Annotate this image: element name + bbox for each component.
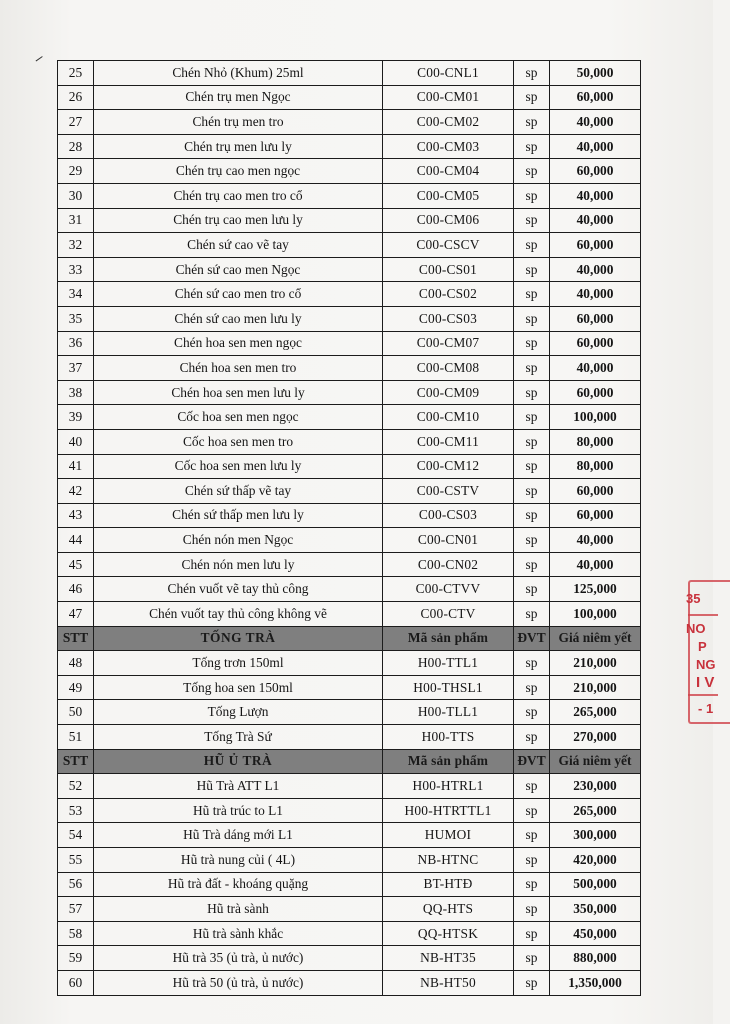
stt-cell: 60	[58, 970, 94, 995]
table-row	[58, 552, 641, 577]
stt-cell: 59	[58, 946, 94, 971]
stt-cell: 30	[58, 183, 94, 208]
list-price-cell: 500,000	[550, 872, 641, 897]
table-row	[58, 774, 641, 799]
unit-cell: sp	[514, 528, 550, 553]
unit-cell: sp	[514, 85, 550, 110]
table-row	[58, 602, 641, 627]
product-code-cell: C00-CS03	[383, 306, 514, 331]
table-row	[58, 233, 641, 258]
price-list-body	[58, 61, 641, 996]
product-code-cell: H00-THSL1	[383, 675, 514, 700]
section-list-price-cell: Giá niêm yết	[550, 749, 641, 774]
unit-cell: sp	[514, 110, 550, 135]
table-row	[58, 429, 641, 454]
stt-cell: 38	[58, 380, 94, 405]
list-price-cell: 80,000	[550, 429, 641, 454]
product-code-cell: NB-HTNC	[383, 848, 514, 873]
list-price-cell: 450,000	[550, 921, 641, 946]
product-name-cell: Cốc hoa sen men lưu ly	[94, 454, 383, 479]
stt-cell: 42	[58, 479, 94, 504]
price-list-table	[57, 60, 641, 996]
stamp-text-line: NO	[686, 621, 706, 636]
unit-cell: sp	[514, 651, 550, 676]
list-price-cell: 40,000	[550, 134, 641, 159]
unit-cell: sp	[514, 675, 550, 700]
list-price-cell: 125,000	[550, 577, 641, 602]
list-price-cell: 40,000	[550, 110, 641, 135]
table-row	[58, 85, 641, 110]
list-price-cell: 40,000	[550, 257, 641, 282]
product-name-cell: Cốc hoa sen men ngọc	[94, 405, 383, 430]
list-price-cell: 60,000	[550, 503, 641, 528]
unit-cell: sp	[514, 380, 550, 405]
table-row	[58, 921, 641, 946]
stt-cell: 27	[58, 110, 94, 135]
unit-cell: sp	[514, 479, 550, 504]
stt-cell: 47	[58, 602, 94, 627]
list-price-cell: 60,000	[550, 306, 641, 331]
table-row	[58, 159, 641, 184]
product-code-cell: BT-HTĐ	[383, 872, 514, 897]
list-price-cell: 40,000	[550, 282, 641, 307]
unit-cell: sp	[514, 872, 550, 897]
unit-cell: sp	[514, 208, 550, 233]
table-row	[58, 454, 641, 479]
product-code-cell: C00-CM04	[383, 159, 514, 184]
list-price-cell: 265,000	[550, 700, 641, 725]
stt-cell: 54	[58, 823, 94, 848]
margin-tick-mark	[36, 56, 45, 64]
table-row	[58, 380, 641, 405]
list-price-cell: 230,000	[550, 774, 641, 799]
product-code-cell: H00-TLL1	[383, 700, 514, 725]
stamp-text-line: I V	[696, 674, 715, 691]
stt-cell: 41	[58, 454, 94, 479]
unit-cell: sp	[514, 897, 550, 922]
product-code-cell: C00-CM01	[383, 85, 514, 110]
unit-cell: sp	[514, 946, 550, 971]
unit-cell: sp	[514, 331, 550, 356]
list-price-cell: 50,000	[550, 61, 641, 86]
stt-cell: 50	[58, 700, 94, 725]
stt-cell: 46	[58, 577, 94, 602]
stt-cell: 40	[58, 429, 94, 454]
table-row	[58, 61, 641, 86]
section-header-row	[58, 749, 641, 774]
product-name-cell: Chén vuốt vẽ tay thủ công	[94, 577, 383, 602]
unit-cell: sp	[514, 970, 550, 995]
product-code-cell: H00-TTL1	[383, 651, 514, 676]
table-row	[58, 970, 641, 995]
product-name-cell: Chén Nhỏ (Khum) 25ml	[94, 61, 383, 86]
unit-cell: sp	[514, 823, 550, 848]
product-name-cell: Chén sứ cao men Ngọc	[94, 257, 383, 282]
table-row	[58, 651, 641, 676]
product-name-cell: Chén trụ cao men ngọc	[94, 159, 383, 184]
product-code-cell: QQ-HTSK	[383, 921, 514, 946]
table-row	[58, 798, 641, 823]
unit-cell: sp	[514, 774, 550, 799]
product-code-cell: C00-CSCV	[383, 233, 514, 258]
unit-cell: sp	[514, 306, 550, 331]
product-name-cell: Chén nón men lưu ly	[94, 552, 383, 577]
product-name-cell: Tống Trà Sứ	[94, 725, 383, 750]
list-price-cell: 210,000	[550, 651, 641, 676]
product-code-cell: HUMOI	[383, 823, 514, 848]
table-row	[58, 503, 641, 528]
product-code-cell: C00-CSTV	[383, 479, 514, 504]
stt-cell: 57	[58, 897, 94, 922]
unit-cell: sp	[514, 356, 550, 381]
product-name-cell: Chén trụ men Ngọc	[94, 85, 383, 110]
unit-cell: sp	[514, 503, 550, 528]
unit-cell: sp	[514, 454, 550, 479]
stt-cell: 44	[58, 528, 94, 553]
unit-cell: sp	[514, 798, 550, 823]
stt-cell: 43	[58, 503, 94, 528]
product-code-cell: H00-TTS	[383, 725, 514, 750]
stt-cell: 45	[58, 552, 94, 577]
table-row	[58, 823, 641, 848]
product-code-cell: C00-CNL1	[383, 61, 514, 86]
stt-cell: 32	[58, 233, 94, 258]
list-price-cell: 60,000	[550, 233, 641, 258]
table-row	[58, 946, 641, 971]
table-row	[58, 479, 641, 504]
list-price-cell: 60,000	[550, 159, 641, 184]
product-code-cell: C00-CS02	[383, 282, 514, 307]
product-name-cell: Chén trụ men lưu ly	[94, 134, 383, 159]
unit-cell: sp	[514, 552, 550, 577]
product-name-cell: Chén hoa sen men ngọc	[94, 331, 383, 356]
stt-cell: 48	[58, 651, 94, 676]
product-name-cell: Chén hoa sen men lưu ly	[94, 380, 383, 405]
table-row	[58, 528, 641, 553]
stamp-rule	[688, 614, 718, 616]
unit-cell: sp	[514, 233, 550, 258]
list-price-cell: 80,000	[550, 454, 641, 479]
stt-cell: 34	[58, 282, 94, 307]
list-price-cell: 265,000	[550, 798, 641, 823]
section-unit-cell: ĐVT	[514, 626, 550, 651]
list-price-cell: 40,000	[550, 208, 641, 233]
unit-cell: sp	[514, 921, 550, 946]
table-row	[58, 257, 641, 282]
table-row	[58, 306, 641, 331]
product-code-cell: C00-CTVV	[383, 577, 514, 602]
table-row	[58, 848, 641, 873]
section-product-name-cell: TỐNG TRÀ	[94, 626, 383, 651]
product-code-cell: C00-CN01	[383, 528, 514, 553]
product-name-cell: Chén sứ cao vẽ tay	[94, 233, 383, 258]
product-name-cell: Chén sứ cao men tro cổ	[94, 282, 383, 307]
product-code-cell: C00-CM10	[383, 405, 514, 430]
stt-cell: 33	[58, 257, 94, 282]
table-row	[58, 110, 641, 135]
stt-cell: 29	[58, 159, 94, 184]
list-price-cell: 300,000	[550, 823, 641, 848]
section-unit-cell: ĐVT	[514, 749, 550, 774]
table-row	[58, 700, 641, 725]
product-code-cell: C00-CM07	[383, 331, 514, 356]
list-price-cell: 60,000	[550, 85, 641, 110]
product-name-cell: Hũ Trà ATT L1	[94, 774, 383, 799]
stamp-text-line: P	[698, 639, 707, 654]
product-name-cell: Chén sứ cao men lưu ly	[94, 306, 383, 331]
product-name-cell: Chén trụ cao men lưu ly	[94, 208, 383, 233]
table-row	[58, 897, 641, 922]
product-name-cell: Tống hoa sen 150ml	[94, 675, 383, 700]
list-price-cell: 40,000	[550, 552, 641, 577]
section-stt-cell: STT	[58, 749, 94, 774]
list-price-cell: 40,000	[550, 528, 641, 553]
product-name-cell: Chén sứ thấp men lưu ly	[94, 503, 383, 528]
product-name-cell: Hũ trà sành khắc	[94, 921, 383, 946]
product-code-cell: C00-CS03	[383, 503, 514, 528]
product-name-cell: Chén sứ thấp vẽ tay	[94, 479, 383, 504]
unit-cell: sp	[514, 848, 550, 873]
stt-cell: 39	[58, 405, 94, 430]
unit-cell: sp	[514, 134, 550, 159]
product-code-cell: C00-CM05	[383, 183, 514, 208]
list-price-cell: 100,000	[550, 602, 641, 627]
list-price-cell: 270,000	[550, 725, 641, 750]
product-name-cell: Hũ trà trúc to L1	[94, 798, 383, 823]
stamp-text-line: 35	[686, 591, 701, 606]
stt-cell: 37	[58, 356, 94, 381]
section-product-code-cell: Mã sản phẩm	[383, 749, 514, 774]
list-price-cell: 60,000	[550, 380, 641, 405]
product-code-cell: C00-CM09	[383, 380, 514, 405]
list-price-cell: 60,000	[550, 479, 641, 504]
table-row	[58, 208, 641, 233]
product-code-cell: NB-HT35	[383, 946, 514, 971]
product-code-cell: H00-HTRL1	[383, 774, 514, 799]
unit-cell: sp	[514, 429, 550, 454]
list-price-cell: 1,350,000	[550, 970, 641, 995]
stt-cell: 26	[58, 85, 94, 110]
product-name-cell: Tống Lượn	[94, 700, 383, 725]
product-name-cell: Chén trụ cao men tro cổ	[94, 183, 383, 208]
table-row	[58, 675, 641, 700]
stt-cell: 25	[58, 61, 94, 86]
product-name-cell: Hũ trà 50 (ủ trà, ủ nước)	[94, 970, 383, 995]
stt-cell: 51	[58, 725, 94, 750]
unit-cell: sp	[514, 282, 550, 307]
product-name-cell: Hũ Trà dáng mới L1	[94, 823, 383, 848]
list-price-cell: 40,000	[550, 356, 641, 381]
product-name-cell: Tống trơn 150ml	[94, 651, 383, 676]
stt-cell: 31	[58, 208, 94, 233]
product-name-cell: Cốc hoa sen men tro	[94, 429, 383, 454]
list-price-cell: 420,000	[550, 848, 641, 873]
section-product-code-cell: Mã sản phẩm	[383, 626, 514, 651]
unit-cell: sp	[514, 700, 550, 725]
unit-cell: sp	[514, 159, 550, 184]
list-price-cell: 880,000	[550, 946, 641, 971]
product-name-cell: Hũ trà sành	[94, 897, 383, 922]
table-row	[58, 356, 641, 381]
product-name-cell: Hũ trà nung củi ( 4L)	[94, 848, 383, 873]
unit-cell: sp	[514, 183, 550, 208]
list-price-cell: 60,000	[550, 331, 641, 356]
stt-cell: 36	[58, 331, 94, 356]
table-row	[58, 405, 641, 430]
product-code-cell: C00-CS01	[383, 257, 514, 282]
table-row	[58, 183, 641, 208]
list-price-cell: 210,000	[550, 675, 641, 700]
section-list-price-cell: Giá niêm yết	[550, 626, 641, 651]
section-stt-cell: STT	[58, 626, 94, 651]
stamp-rule	[688, 694, 718, 696]
stamp-text-line: NG	[696, 657, 716, 672]
product-name-cell: Chén trụ men tro	[94, 110, 383, 135]
table-row	[58, 577, 641, 602]
product-code-cell: C00-CM06	[383, 208, 514, 233]
stamp-text-line: - 1	[698, 701, 714, 716]
section-header-row	[58, 626, 641, 651]
unit-cell: sp	[514, 257, 550, 282]
stt-cell: 52	[58, 774, 94, 799]
section-product-name-cell: HŨ Ủ TRÀ	[94, 749, 383, 774]
product-name-cell: Chén vuốt tay thủ công không vẽ	[94, 602, 383, 627]
unit-cell: sp	[514, 725, 550, 750]
table-row	[58, 872, 641, 897]
product-name-cell: Chén nón men Ngọc	[94, 528, 383, 553]
product-code-cell: C00-CM03	[383, 134, 514, 159]
stt-cell: 53	[58, 798, 94, 823]
product-name-cell: Chén hoa sen men tro	[94, 356, 383, 381]
list-price-cell: 40,000	[550, 183, 641, 208]
unit-cell: sp	[514, 61, 550, 86]
product-code-cell: NB-HT50	[383, 970, 514, 995]
stt-cell: 28	[58, 134, 94, 159]
product-code-cell: H00-HTRTTL1	[383, 798, 514, 823]
stt-cell: 35	[58, 306, 94, 331]
stt-cell: 49	[58, 675, 94, 700]
unit-cell: sp	[514, 577, 550, 602]
product-code-cell: C00-CN02	[383, 552, 514, 577]
list-price-cell: 350,000	[550, 897, 641, 922]
list-price-cell: 100,000	[550, 405, 641, 430]
product-code-cell: C00-CM02	[383, 110, 514, 135]
unit-cell: sp	[514, 602, 550, 627]
table-row	[58, 725, 641, 750]
product-name-cell: Hũ trà 35 (ủ trà, ủ nước)	[94, 946, 383, 971]
stt-cell: 56	[58, 872, 94, 897]
product-name-cell: Hũ trà đất - khoáng quặng	[94, 872, 383, 897]
unit-cell: sp	[514, 405, 550, 430]
table-row	[58, 282, 641, 307]
product-code-cell: C00-CM11	[383, 429, 514, 454]
table-row	[58, 134, 641, 159]
product-code-cell: QQ-HTS	[383, 897, 514, 922]
product-code-cell: C00-CM08	[383, 356, 514, 381]
table-row	[58, 331, 641, 356]
product-code-cell: C00-CTV	[383, 602, 514, 627]
stt-cell: 55	[58, 848, 94, 873]
product-code-cell: C00-CM12	[383, 454, 514, 479]
stt-cell: 58	[58, 921, 94, 946]
